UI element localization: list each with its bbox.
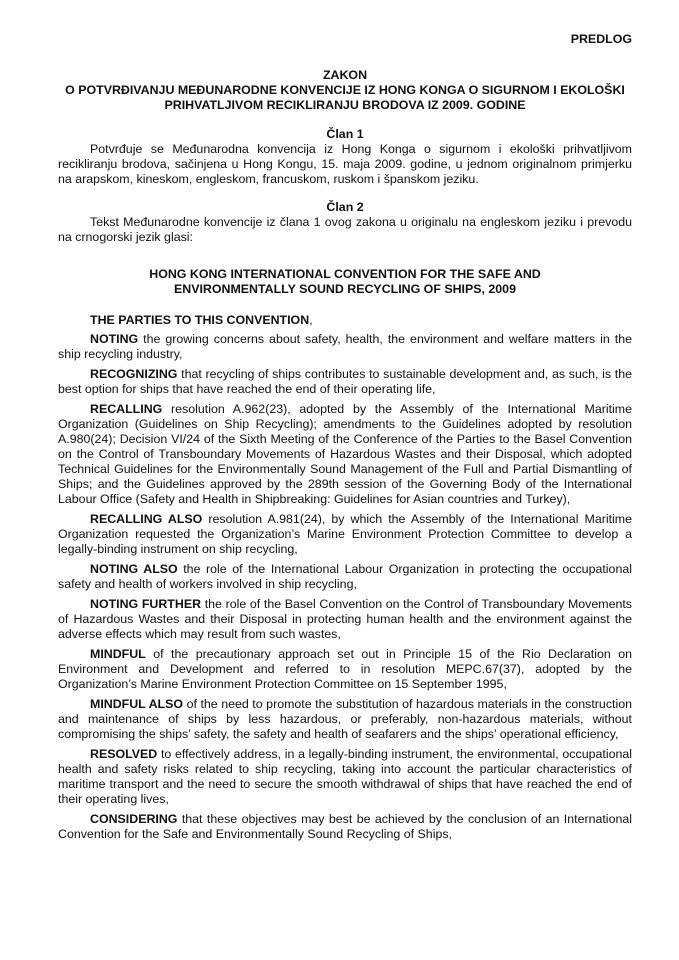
preamble-clause-text [58,332,632,362]
preamble-clause-text [58,367,632,397]
preamble-clause-text [58,402,632,507]
preamble-clause [58,402,632,507]
preamble-clause-body: that recycling of ships contributes to sustainable development and, as such, is the best option for ships that have reached the end of their operating life, [58,367,632,396]
preamble-clause-lead: NOTING ALSO [90,562,178,576]
preamble-clause-text [58,647,632,692]
preamble-clauses [58,332,632,847]
parties-heading [90,313,313,328]
preamble-clause-lead: RECOGNIZING [90,367,178,381]
convention-title-line1: HONG KONG INTERNATIONAL CONVENTION FOR THE SAFE AND [149,267,541,281]
preamble-clause-body: of the precautionary approach set out in Principle 15 of the Rio Declaration on Environment and Development and referred to in resolution MEPC.67(37), adopted by the Organization’s Marine Environment Protection Committee on 15 September 1995, [58,647,632,691]
preamble-clause-text [58,562,632,592]
preamble-clause-body: the role of the International Labour Organization in protecting the occupational safety and health of workers involved in ship recycling, [58,562,632,591]
preamble-clause [58,747,632,807]
article-1-heading: Član 1 [326,127,364,141]
preamble-clause-lead: MINDFUL ALSO [90,697,184,711]
preamble-clause-body: the growing concerns about safety, health, the environment and welfare matters in the ship recycling industry, [58,332,632,361]
preamble-clause [58,812,632,842]
preamble-clause [58,512,632,557]
preamble-clause-text [58,747,632,807]
proposal-label: PREDLOG [570,32,632,46]
preamble-clause-lead: RESOLVED [90,747,158,761]
convention-title-line2: ENVIRONMENTALLY SOUND RECYCLING OF SHIPS, 2009 [174,282,516,296]
preamble-clause-lead: CONSIDERING [90,812,178,826]
law-title-line3: PRIHVATLJIVOM RECIKLIRANJU BRODOVA IZ 2009. GODINE [164,98,526,112]
preamble-clause-body: that these objectives may best be achieved by the conclusion of an International Convention for the Safe and Environmentally Sound Recycling of Ships, [58,812,632,841]
article-1-text: Potvrđuje se Međunarodna konvencija iz Hong Konga o sigurnom i ekološki prihvatljivom recikliranju brodova, sačinjena u Hong Kongu, 15. maja 2009. godine, u jednom originalnom primjerku na arapskom, kineskom, engleskom, francuskom, ruskom i španskom jeziku. [58,142,632,186]
convention-title [58,267,632,297]
law-title [58,68,632,113]
preamble-clause-lead: NOTING FURTHER [90,597,202,611]
preamble-clause-lead: RECALLING ALSO [90,512,203,526]
preamble-clause-text [58,597,632,642]
preamble-clause-text [58,512,632,557]
preamble-clause-body: of the need to promote the substitution of hazardous materials in the construction and maintenance of ships by less hazardous, or preferably, non-hazardous materials, without compromising the ships’ safety, the safety and health of seafarers and the ships’ operational efficiency, [58,697,632,741]
preamble-clause [58,647,632,692]
preamble-clause-body: resolution A.981(24), by which the Assembly of the International Maritime Organization requested the Organization’s Marine Environment Protection Committee to develop a legally-binding instrument on ship recycling, [58,512,632,556]
preamble-clause [58,332,632,362]
preamble-clause [58,367,632,397]
preamble-clause-body: to effectively address, in a legally-binding instrument, the environmental, occupational health and safety risks related to ship recycling, taking into account the particular characteristics of maritime transport and the need to secure the smooth withdrawal of ships that have reached the end of their operating lives, [58,747,632,806]
article-2-heading: Član 2 [326,200,364,214]
preamble-clause-lead: RECALLING [90,402,163,416]
preamble-clause [58,697,632,742]
parties-punct: , [309,313,313,327]
article-2-text: Tekst Međunarodne konvencije iz člana 1 ovog zakona u originalu na engleskom jeziku i prevodu na crnogorski jezik glasi: [58,215,632,244]
preamble-clause-body: the role of the Basel Convention on the Control of Transboundary Movements of Hazardous Wastes and their Disposal in protecting human health and the environment against the adverse effects which may result from such wastes, [58,597,632,641]
preamble-clause-body: resolution A.962(23), adopted by the Assembly of the International Maritime Organization (Guidelines on Ship Recycling); amendments to the Guidelines adopted by resolution A.980(24); Decision VI/24 of the Sixth Meeting of the Conference of the Parties to the Basel Convention on the Control of Transboundary Movements of Hazardous Wastes and their Disposal, which adopted Technical Guidelines for the Environmentally Sound Management of the Full and Partial Dismantling of Ships; and the Guidelines approved by the 289th session of the Governing Body of the International Labour Office (Safety and Health in Shipbreaking: Guidelines for Asian countries and Turkey), [58,402,632,506]
preamble-clause-text [58,812,632,842]
preamble-clause-lead: NOTING [90,332,139,346]
law-title-line1: ZAKON [322,68,368,82]
preamble-clause-lead: MINDFUL [90,647,146,661]
article-2 [58,200,632,245]
parties-text: THE PARTIES TO THIS CONVENTION [90,313,310,327]
preamble-clause [58,562,632,592]
article-1 [58,127,632,187]
law-title-line2: O POTVRĐIVANJU MEĐUNARODNE KONVENCIJE IZ HONG KONGA O SIGURNOM I EKOLOŠKI [65,83,625,97]
preamble-clause-text [58,697,632,742]
preamble-clause [58,597,632,642]
